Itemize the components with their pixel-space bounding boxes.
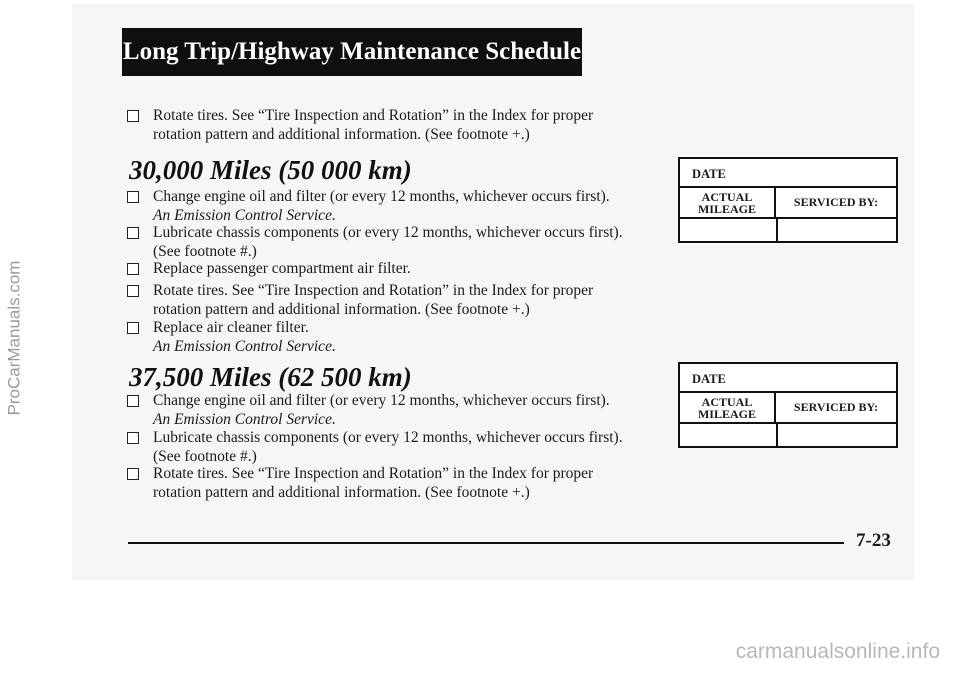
side-watermark (2, 0, 26, 675)
checkbox-icon (127, 468, 139, 480)
item-text: Rotate tires. See “Tire Inspection and Rotation” in the Index for proper (153, 282, 594, 299)
date-label: DATE (680, 159, 896, 188)
mileage-entry-cell (680, 219, 778, 241)
serviced-by-entry-cell (778, 219, 896, 241)
service-record-table (678, 362, 898, 448)
item-continuation: rotation pattern and additional information. (See footnote +.) (153, 126, 530, 143)
mileage-entry-cell (680, 424, 778, 446)
checklist-item (127, 391, 610, 429)
serviced-by-header: SERVICED BY: (793, 195, 879, 209)
item-continuation: (See footnote #.) (153, 243, 257, 260)
checkbox-icon (127, 432, 139, 444)
item-note: An Emission Control Service. (153, 338, 336, 355)
checkbox-icon (127, 395, 139, 407)
item-continuation: rotation pattern and additional information. (See footnote +.) (153, 484, 530, 501)
item-text: Change engine oil and filter (or every 12 months, whichever occurs first). (153, 392, 610, 409)
serviced-by-header: SERVICED BY: (793, 400, 879, 414)
checkbox-icon (127, 110, 139, 122)
item-text: Rotate tires. See “Tire Inspection and Rotation” in the Index for proper (153, 107, 594, 124)
checkbox-icon (127, 322, 139, 334)
page-number: 7-23 (856, 530, 891, 551)
checkbox-icon (127, 191, 139, 203)
item-note: An Emission Control Service. (153, 411, 336, 428)
checklist-item (127, 318, 336, 356)
item-text: Change engine oil and filter (or every 12 months, whichever occurs first). (153, 188, 610, 205)
section-title-30000: 30,000 Miles (50 000 km) (129, 155, 412, 185)
service-record-table (678, 157, 898, 243)
item-text: Rotate tires. See “Tire Inspection and Rotation” in the Index for proper (153, 465, 594, 482)
checklist-item (127, 428, 623, 466)
actual-mileage-header: ACTUAL MILEAGE (680, 393, 776, 422)
item-text: Replace passenger compartment air filter. (153, 260, 411, 277)
item-note: An Emission Control Service. (153, 207, 336, 224)
item-continuation: (See footnote #.) (153, 448, 257, 465)
section-title-37500: 37,500 Miles (62 500 km) (129, 362, 412, 392)
checkbox-icon (127, 263, 139, 275)
date-label: DATE (680, 364, 896, 393)
checklist-item (127, 259, 411, 278)
checklist-item-intro (127, 106, 593, 144)
item-text: Lubricate chassis components (or every 12 months, whichever occurs first). (153, 224, 623, 241)
checklist-item (127, 223, 623, 261)
item-continuation: rotation pattern and additional information. (See footnote +.) (153, 301, 530, 318)
side-watermark-text: ProCarManuals.com (4, 260, 24, 415)
item-text: Replace air cleaner filter. (153, 319, 309, 336)
checkbox-icon (127, 227, 139, 239)
checklist-item (127, 187, 610, 225)
bottom-watermark: carmanualsonline.info (735, 640, 940, 663)
checklist-item (127, 281, 593, 319)
footer-rule (128, 542, 844, 544)
checkbox-icon (127, 285, 139, 297)
serviced-by-entry-cell (778, 424, 896, 446)
item-text: Lubricate chassis components (or every 12 months, whichever occurs first). (153, 429, 623, 446)
page-header: Long Trip/Highway Maintenance Schedule (122, 28, 582, 76)
actual-mileage-header: ACTUAL MILEAGE (680, 188, 776, 217)
checklist-item (127, 464, 593, 502)
